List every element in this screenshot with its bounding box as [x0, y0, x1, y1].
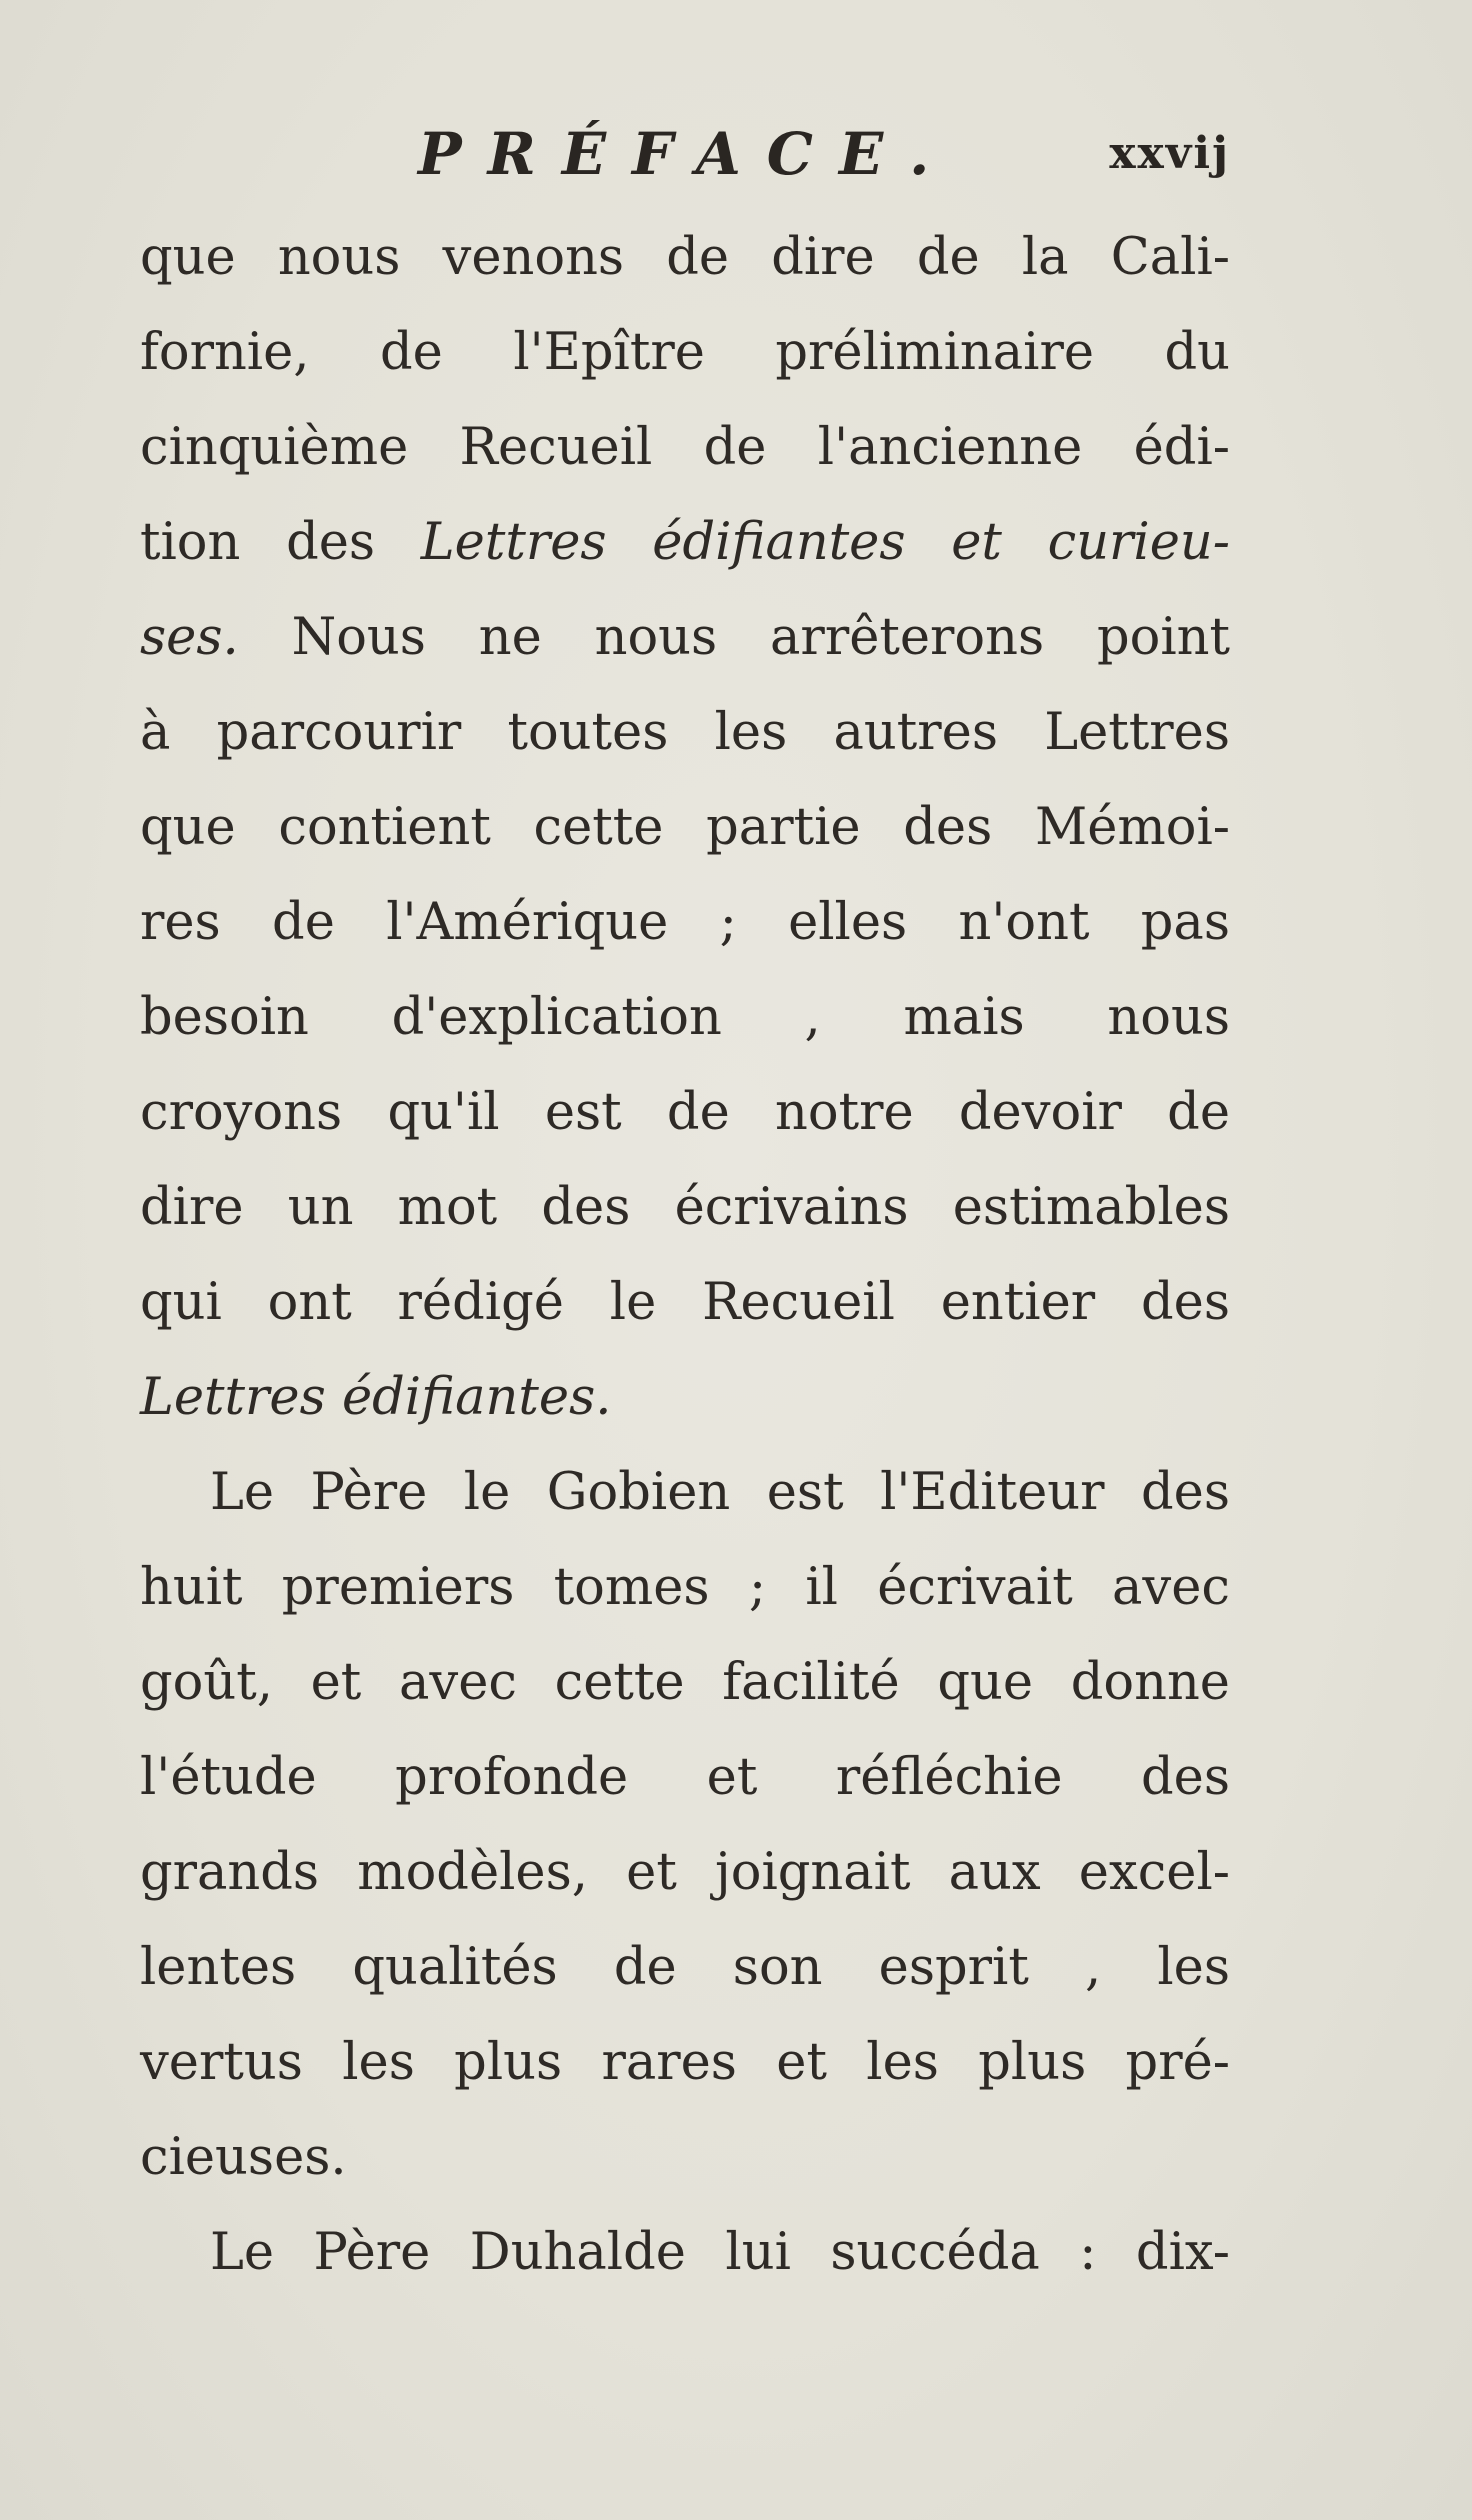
text-line: que nous venons de dire de la Cali- [140, 228, 1230, 287]
text-line: ses. Nous ne nous arrêterons point [140, 608, 1230, 667]
text-line: goût, et avec cette facilité que donne [140, 1653, 1230, 1712]
text-line: que contient cette partie des Mémoi- [140, 798, 1230, 857]
paragraph-start: Le Père Duhalde lui succéda : dix- [210, 2223, 1230, 2282]
running-head: PRÉFACE. [418, 120, 956, 188]
text-line: grands modèles, et joignait aux excel- [140, 1843, 1230, 1902]
paragraph-start: Le Père le Gobien est l'Editeur des [210, 1463, 1230, 1522]
page-number: xxvij [1109, 128, 1230, 179]
text-line: besoin d'explication , mais nous [140, 988, 1230, 1047]
italic-title: ses. [140, 608, 239, 667]
text-line: cieuses. [140, 2128, 347, 2187]
italic-title: Lettres édifiantes. [140, 1368, 612, 1427]
text-line: cinquième Recueil de l'ancienne édi- [140, 418, 1230, 477]
text-line: vertus les plus rares et les plus pré- [140, 2033, 1230, 2092]
page-header [140, 120, 1230, 200]
body-text [140, 210, 1230, 2300]
italic-title: Lettres édifiantes et curieu- [420, 513, 1231, 572]
text-line: res de l'Amérique ; elles n'ont pas [140, 893, 1230, 952]
text-line: croyons qu'il est de notre devoir de [140, 1083, 1230, 1142]
text-line: huit premiers tomes ; il écrivait avec [140, 1558, 1230, 1617]
text-line: fornie, de l'Epître préliminaire du [140, 323, 1230, 382]
text-line: dire un mot des écrivains estimables [140, 1178, 1230, 1237]
text-line: qui ont rédigé le Recueil entier des [140, 1273, 1230, 1332]
text-line [140, 1350, 1230, 1445]
text-line: l'étude profonde et réfléchie des [140, 1748, 1230, 1807]
text-line: à parcourir toutes les autres Lettres [140, 703, 1230, 762]
text-line: tion des Lettres édifiantes et curieu- [140, 513, 1231, 572]
text-line: lentes qualités de son esprit , les [140, 1938, 1230, 1997]
